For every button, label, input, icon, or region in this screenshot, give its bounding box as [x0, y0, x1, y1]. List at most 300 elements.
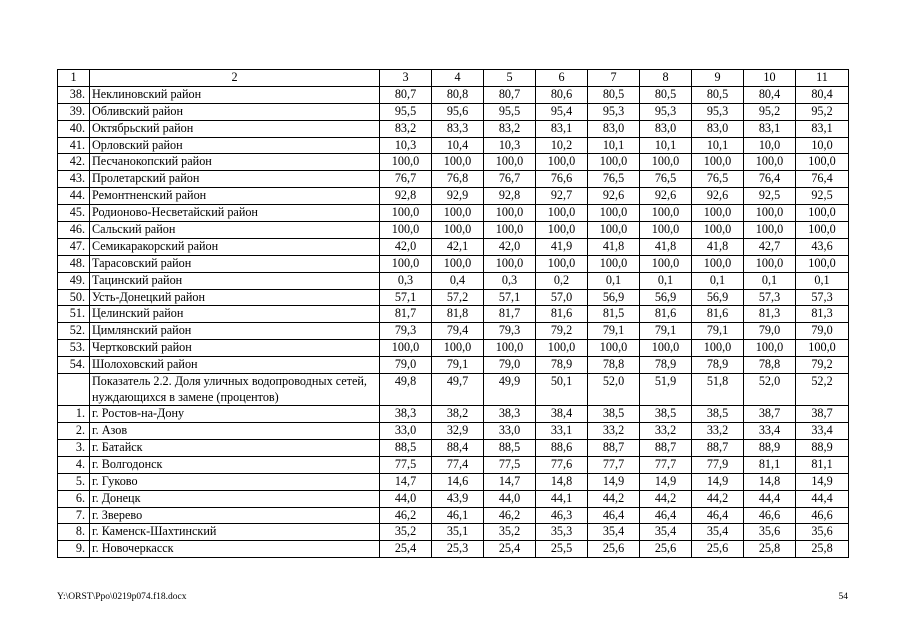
value-cell: 80,5 — [640, 86, 692, 103]
value-cell: 35,1 — [432, 524, 484, 541]
district-name: г. Ростов-на-Дону — [90, 406, 380, 423]
value-cell: 44,4 — [796, 490, 849, 507]
row-number: 51. — [58, 306, 90, 323]
table-row — [58, 205, 849, 222]
value-cell: 0,1 — [692, 272, 744, 289]
value-cell: 81,1 — [744, 456, 796, 473]
row-number: 43. — [58, 171, 90, 188]
value-cell: 100,0 — [692, 255, 744, 272]
value-cell: 78,9 — [692, 357, 744, 374]
table-row — [58, 440, 849, 457]
value-cell: 88,7 — [588, 440, 640, 457]
value-cell: 100,0 — [796, 340, 849, 357]
value-cell: 79,1 — [432, 357, 484, 374]
value-cell: 100,0 — [744, 205, 796, 222]
row-number: 7. — [58, 507, 90, 524]
value-cell: 79,0 — [796, 323, 849, 340]
value-cell: 35,2 — [484, 524, 536, 541]
value-cell: 81,7 — [484, 306, 536, 323]
value-cell: 51,8 — [692, 374, 744, 406]
value-cell: 79,1 — [588, 323, 640, 340]
value-cell: 25,8 — [796, 541, 849, 558]
table-row — [58, 473, 849, 490]
value-cell: 92,9 — [432, 188, 484, 205]
value-cell: 88,5 — [380, 440, 432, 457]
column-number-header: 6 — [536, 70, 588, 87]
value-cell: 77,9 — [692, 456, 744, 473]
value-cell: 100,0 — [796, 255, 849, 272]
row-number: 41. — [58, 137, 90, 154]
value-cell: 25,4 — [380, 541, 432, 558]
value-cell: 38,5 — [640, 406, 692, 423]
value-cell: 14,8 — [744, 473, 796, 490]
value-cell: 52,0 — [588, 374, 640, 406]
value-cell: 100,0 — [536, 340, 588, 357]
value-cell: 14,8 — [536, 473, 588, 490]
value-cell: 80,5 — [588, 86, 640, 103]
value-cell: 95,2 — [744, 103, 796, 120]
value-cell: 35,3 — [536, 524, 588, 541]
district-name: Тарасовский район — [90, 255, 380, 272]
value-cell: 56,9 — [692, 289, 744, 306]
indicator-title: Показатель 2.2. Доля уличных водопроводных сетей, нуждающихся в замене (процентов) — [90, 374, 380, 406]
value-cell: 10,1 — [640, 137, 692, 154]
value-cell: 100,0 — [380, 154, 432, 171]
row-number: 38. — [58, 86, 90, 103]
value-cell: 0,1 — [588, 272, 640, 289]
value-cell: 56,9 — [640, 289, 692, 306]
table-row — [58, 222, 849, 239]
value-cell: 100,0 — [484, 255, 536, 272]
column-number-header: 1 — [58, 70, 90, 87]
district-name: г. Гуково — [90, 473, 380, 490]
value-cell: 100,0 — [796, 154, 849, 171]
district-name: Тацинский район — [90, 272, 380, 289]
value-cell: 88,9 — [744, 440, 796, 457]
row-number: 39. — [58, 103, 90, 120]
value-cell: 33,2 — [692, 423, 744, 440]
value-cell: 33,1 — [536, 423, 588, 440]
value-cell: 33,2 — [588, 423, 640, 440]
value-cell: 14,9 — [692, 473, 744, 490]
value-cell: 38,7 — [796, 406, 849, 423]
value-cell: 92,6 — [640, 188, 692, 205]
value-cell: 79,1 — [640, 323, 692, 340]
value-cell: 100,0 — [432, 222, 484, 239]
value-cell: 76,5 — [692, 171, 744, 188]
value-cell: 35,4 — [588, 524, 640, 541]
value-cell: 33,0 — [380, 423, 432, 440]
value-cell: 92,7 — [536, 188, 588, 205]
value-cell: 92,8 — [484, 188, 536, 205]
value-cell: 100,0 — [640, 340, 692, 357]
value-cell: 79,1 — [692, 323, 744, 340]
value-cell: 50,1 — [536, 374, 588, 406]
value-cell: 100,0 — [536, 154, 588, 171]
value-cell: 49,7 — [432, 374, 484, 406]
value-cell: 77,5 — [380, 456, 432, 473]
value-cell: 100,0 — [796, 222, 849, 239]
value-cell: 83,3 — [432, 120, 484, 137]
value-cell: 41,8 — [692, 238, 744, 255]
district-name: г. Батайск — [90, 440, 380, 457]
district-name: г. Азов — [90, 423, 380, 440]
value-cell: 76,6 — [536, 171, 588, 188]
value-cell: 77,7 — [640, 456, 692, 473]
value-cell: 35,6 — [796, 524, 849, 541]
table-row — [58, 154, 849, 171]
value-cell: 100,0 — [380, 222, 432, 239]
district-name: Родионово-Несветайский район — [90, 205, 380, 222]
table-row — [58, 86, 849, 103]
table-row — [58, 289, 849, 306]
table-row — [58, 272, 849, 289]
value-cell: 33,0 — [484, 423, 536, 440]
value-cell: 83,1 — [744, 120, 796, 137]
value-cell: 80,4 — [744, 86, 796, 103]
district-name: г. Зверево — [90, 507, 380, 524]
value-cell: 100,0 — [640, 205, 692, 222]
value-cell: 100,0 — [484, 340, 536, 357]
value-cell: 44,2 — [692, 490, 744, 507]
row-number: 40. — [58, 120, 90, 137]
value-cell: 38,4 — [536, 406, 588, 423]
row-number: 50. — [58, 289, 90, 306]
value-cell: 83,2 — [380, 120, 432, 137]
table-row — [58, 188, 849, 205]
column-number-header: 7 — [588, 70, 640, 87]
district-name: Цимлянский район — [90, 323, 380, 340]
row-number: 42. — [58, 154, 90, 171]
value-cell: 100,0 — [380, 255, 432, 272]
value-cell: 78,8 — [744, 357, 796, 374]
value-cell: 0,2 — [536, 272, 588, 289]
value-cell: 14,9 — [588, 473, 640, 490]
value-cell: 92,5 — [796, 188, 849, 205]
value-cell: 100,0 — [692, 205, 744, 222]
value-cell: 83,0 — [692, 120, 744, 137]
value-cell: 95,3 — [640, 103, 692, 120]
district-name: Сальский район — [90, 222, 380, 239]
table-row — [58, 456, 849, 473]
district-name: г. Донецк — [90, 490, 380, 507]
value-cell: 57,3 — [744, 289, 796, 306]
district-name: Обливский район — [90, 103, 380, 120]
value-cell: 79,2 — [536, 323, 588, 340]
table-row — [58, 340, 849, 357]
value-cell: 100,0 — [588, 205, 640, 222]
value-cell: 38,5 — [692, 406, 744, 423]
value-cell: 38,3 — [484, 406, 536, 423]
district-name: Целинский район — [90, 306, 380, 323]
value-cell: 100,0 — [432, 255, 484, 272]
value-cell: 79,0 — [380, 357, 432, 374]
table-row — [58, 374, 849, 406]
district-name: Орловский район — [90, 137, 380, 154]
row-number: 1. — [58, 406, 90, 423]
value-cell: 100,0 — [692, 222, 744, 239]
value-cell: 10,2 — [536, 137, 588, 154]
row-number: 6. — [58, 490, 90, 507]
value-cell: 41,9 — [536, 238, 588, 255]
value-cell: 79,4 — [432, 323, 484, 340]
value-cell: 100,0 — [588, 340, 640, 357]
value-cell: 79,0 — [744, 323, 796, 340]
value-cell: 79,2 — [796, 357, 849, 374]
value-cell: 81,3 — [796, 306, 849, 323]
table-row — [58, 524, 849, 541]
value-cell: 38,7 — [744, 406, 796, 423]
value-cell: 100,0 — [796, 205, 849, 222]
value-cell: 100,0 — [432, 154, 484, 171]
value-cell: 10,3 — [380, 137, 432, 154]
value-cell: 46,6 — [744, 507, 796, 524]
value-cell: 25,6 — [588, 541, 640, 558]
table-row — [58, 406, 849, 423]
value-cell: 81,6 — [640, 306, 692, 323]
value-cell: 92,6 — [588, 188, 640, 205]
value-cell: 41,8 — [640, 238, 692, 255]
value-cell: 100,0 — [432, 205, 484, 222]
value-cell: 57,3 — [796, 289, 849, 306]
value-cell: 10,4 — [432, 137, 484, 154]
value-cell: 80,5 — [692, 86, 744, 103]
district-name: Пролетарский район — [90, 171, 380, 188]
value-cell: 41,8 — [588, 238, 640, 255]
value-cell: 76,5 — [640, 171, 692, 188]
value-cell: 35,6 — [744, 524, 796, 541]
value-cell: 76,4 — [744, 171, 796, 188]
value-cell: 77,4 — [432, 456, 484, 473]
value-cell: 92,6 — [692, 188, 744, 205]
value-cell: 44,0 — [484, 490, 536, 507]
value-cell: 78,8 — [588, 357, 640, 374]
value-cell: 44,2 — [640, 490, 692, 507]
file-path: Y:\ORST\Ppo\0219p074.f18.docx — [57, 592, 187, 602]
value-cell: 33,4 — [796, 423, 849, 440]
value-cell: 88,7 — [692, 440, 744, 457]
value-cell: 33,2 — [640, 423, 692, 440]
district-name: Ремонтненский район — [90, 188, 380, 205]
table-row — [58, 541, 849, 558]
value-cell: 100,0 — [536, 255, 588, 272]
value-cell: 32,9 — [432, 423, 484, 440]
value-cell: 46,2 — [380, 507, 432, 524]
value-cell: 0,3 — [380, 272, 432, 289]
table-row — [58, 171, 849, 188]
district-name: г. Волгодонск — [90, 456, 380, 473]
value-cell: 76,7 — [484, 171, 536, 188]
value-cell: 46,4 — [640, 507, 692, 524]
value-cell: 10,0 — [796, 137, 849, 154]
value-cell: 76,8 — [432, 171, 484, 188]
value-cell: 80,4 — [796, 86, 849, 103]
row-number: 46. — [58, 222, 90, 239]
column-number-header: 2 — [90, 70, 380, 87]
value-cell: 10,3 — [484, 137, 536, 154]
district-name: Неклиновский район — [90, 86, 380, 103]
table-row — [58, 306, 849, 323]
row-number: 44. — [58, 188, 90, 205]
value-cell: 76,5 — [588, 171, 640, 188]
row-number: 8. — [58, 524, 90, 541]
row-number: 48. — [58, 255, 90, 272]
value-cell: 76,4 — [796, 171, 849, 188]
district-name: Семикаракорский район — [90, 238, 380, 255]
row-number: 47. — [58, 238, 90, 255]
value-cell: 95,2 — [796, 103, 849, 120]
value-cell: 100,0 — [692, 340, 744, 357]
value-cell: 83,2 — [484, 120, 536, 137]
value-cell: 46,1 — [432, 507, 484, 524]
value-cell: 46,4 — [588, 507, 640, 524]
value-cell: 10,1 — [588, 137, 640, 154]
column-number-header: 8 — [640, 70, 692, 87]
value-cell: 52,2 — [796, 374, 849, 406]
value-cell: 88,5 — [484, 440, 536, 457]
value-cell: 25,6 — [692, 541, 744, 558]
value-cell: 43,9 — [432, 490, 484, 507]
value-cell: 88,4 — [432, 440, 484, 457]
value-cell: 88,7 — [640, 440, 692, 457]
value-cell: 0,4 — [432, 272, 484, 289]
value-cell: 81,7 — [380, 306, 432, 323]
value-cell: 25,6 — [640, 541, 692, 558]
value-cell: 100,0 — [588, 222, 640, 239]
column-number-header: 5 — [484, 70, 536, 87]
table-row — [58, 323, 849, 340]
value-cell: 38,2 — [432, 406, 484, 423]
value-cell: 14,7 — [380, 473, 432, 490]
value-cell: 100,0 — [588, 154, 640, 171]
value-cell: 0,3 — [484, 272, 536, 289]
value-cell: 35,4 — [692, 524, 744, 541]
value-cell: 14,6 — [432, 473, 484, 490]
district-name: г. Каменск-Шахтинский — [90, 524, 380, 541]
value-cell: 49,8 — [380, 374, 432, 406]
value-cell: 95,5 — [380, 103, 432, 120]
value-cell: 46,3 — [536, 507, 588, 524]
value-cell: 25,4 — [484, 541, 536, 558]
district-name: Октябрьский район — [90, 120, 380, 137]
value-cell: 95,3 — [692, 103, 744, 120]
value-cell: 57,1 — [484, 289, 536, 306]
value-cell: 100,0 — [588, 255, 640, 272]
value-cell: 10,0 — [744, 137, 796, 154]
district-name: Усть-Донецкий район — [90, 289, 380, 306]
row-number: 4. — [58, 456, 90, 473]
value-cell: 100,0 — [380, 340, 432, 357]
value-cell: 81,6 — [536, 306, 588, 323]
row-number: 2. — [58, 423, 90, 440]
value-cell: 51,9 — [640, 374, 692, 406]
value-cell: 80,7 — [380, 86, 432, 103]
value-cell: 57,2 — [432, 289, 484, 306]
value-cell: 38,5 — [588, 406, 640, 423]
value-cell: 100,0 — [484, 154, 536, 171]
value-cell: 92,5 — [744, 188, 796, 205]
row-number: 45. — [58, 205, 90, 222]
value-cell: 35,2 — [380, 524, 432, 541]
value-cell: 100,0 — [744, 340, 796, 357]
value-cell: 46,4 — [692, 507, 744, 524]
value-cell: 83,1 — [536, 120, 588, 137]
value-cell: 0,1 — [744, 272, 796, 289]
column-number-header: 9 — [692, 70, 744, 87]
value-cell: 88,9 — [796, 440, 849, 457]
value-cell: 14,7 — [484, 473, 536, 490]
value-cell: 77,5 — [484, 456, 536, 473]
value-cell: 77,6 — [536, 456, 588, 473]
row-number: 5. — [58, 473, 90, 490]
value-cell: 92,8 — [380, 188, 432, 205]
value-cell: 35,4 — [640, 524, 692, 541]
district-name: г. Новочеркасск — [90, 541, 380, 558]
value-cell: 42,7 — [744, 238, 796, 255]
row-number: 53. — [58, 340, 90, 357]
value-cell: 79,3 — [380, 323, 432, 340]
value-cell: 100,0 — [432, 340, 484, 357]
value-cell: 44,4 — [744, 490, 796, 507]
district-name: Песчанокопский район — [90, 154, 380, 171]
value-cell: 100,0 — [640, 222, 692, 239]
value-cell: 44,1 — [536, 490, 588, 507]
value-cell: 49,9 — [484, 374, 536, 406]
value-cell: 81,1 — [796, 456, 849, 473]
value-cell: 95,6 — [432, 103, 484, 120]
column-number-header: 3 — [380, 70, 432, 87]
value-cell: 95,3 — [588, 103, 640, 120]
table-row — [58, 103, 849, 120]
value-cell: 100,0 — [536, 222, 588, 239]
value-cell: 81,3 — [744, 306, 796, 323]
value-cell: 52,0 — [744, 374, 796, 406]
value-cell: 79,0 — [484, 357, 536, 374]
value-cell: 0,1 — [640, 272, 692, 289]
value-cell: 43,6 — [796, 238, 849, 255]
table-row — [58, 423, 849, 440]
value-cell: 14,9 — [640, 473, 692, 490]
value-cell: 77,7 — [588, 456, 640, 473]
value-cell: 100,0 — [744, 222, 796, 239]
row-number: 52. — [58, 323, 90, 340]
value-cell: 79,3 — [484, 323, 536, 340]
table-row — [58, 120, 849, 137]
value-cell: 42,1 — [432, 238, 484, 255]
value-cell: 25,5 — [536, 541, 588, 558]
table-row — [58, 255, 849, 272]
value-cell: 100,0 — [484, 222, 536, 239]
value-cell: 56,9 — [588, 289, 640, 306]
value-cell: 57,0 — [536, 289, 588, 306]
value-cell: 88,6 — [536, 440, 588, 457]
value-cell: 80,7 — [484, 86, 536, 103]
value-cell: 25,8 — [744, 541, 796, 558]
value-cell: 78,9 — [536, 357, 588, 374]
value-cell: 100,0 — [744, 154, 796, 171]
value-cell: 100,0 — [380, 205, 432, 222]
value-cell: 0,1 — [796, 272, 849, 289]
table-row — [58, 137, 849, 154]
value-cell: 46,6 — [796, 507, 849, 524]
value-cell: 80,6 — [536, 86, 588, 103]
value-cell: 100,0 — [536, 205, 588, 222]
page-number: 54 — [838, 592, 848, 602]
row-number: 54. — [58, 357, 90, 374]
value-cell: 25,3 — [432, 541, 484, 558]
column-number-header: 10 — [744, 70, 796, 87]
table-row — [58, 357, 849, 374]
